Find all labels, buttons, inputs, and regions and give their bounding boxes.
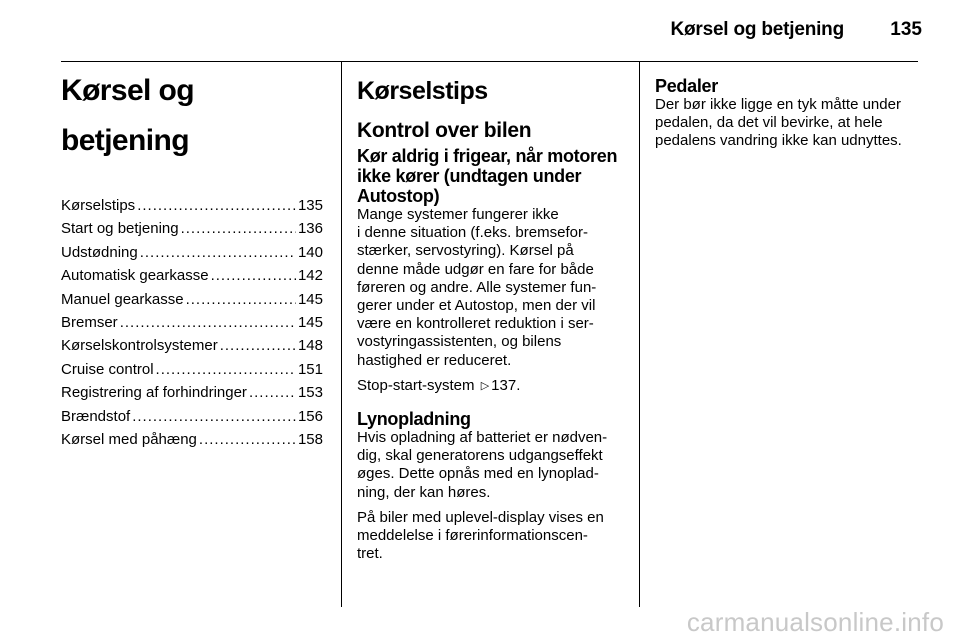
toc-entry-label: Kørselskontrolsystemer [61,337,218,355]
toc-entry-label: Bremser [61,313,118,331]
toc-leader-dots [186,288,296,311]
toc-leader-dots [220,334,296,357]
toc-entry-page: 145 [297,313,323,331]
subsection-title: Kontrol over bilen [357,119,532,142]
toc-entry[interactable] [61,311,323,334]
text-line: stærker, servostyring). Kørsel på [357,242,574,260]
uplevel-display-paragraph [357,509,623,564]
toc-column [61,66,323,451]
toc-list [61,194,323,451]
toc-leader-dots [211,264,296,287]
stop-start-reference[interactable] [357,377,623,395]
toc-entry[interactable] [61,288,323,311]
text-line: Mange systemer fungerer ikke [357,206,559,223]
text-line: På biler med uplevel-display vises en [357,508,604,526]
text-line: denne måde udgør en fare for både [357,260,594,278]
text-line: øges. Dette opnås med en lynoplad- [357,465,599,483]
column-divider-left [341,62,342,607]
toc-entry[interactable] [61,194,323,217]
toc-leader-dots [199,428,296,451]
pedals-column [655,66,923,151]
toc-entry-label: Kørselstips [61,197,136,214]
toc-entry-label: Brændstof [61,407,131,425]
pedals-paragraph [655,96,923,151]
pedals-heading: Pedaler [655,76,718,96]
text-line: Der bør ikke ligge en tyk måtte under [655,96,901,113]
driving-tips-column [357,66,623,563]
toc-entry-label: Start og betjening [61,220,179,238]
toc-leader-dots [120,311,296,334]
text-line: være en kontrolleret reduktion i ser- [357,315,594,333]
toc-entry-page: 148 [297,337,323,355]
text-line: meddelelse i førerinformationscen- [357,527,588,545]
header-divider [61,61,918,62]
toc-entry[interactable] [61,405,323,428]
toc-entry[interactable] [61,381,323,404]
text-line: vostyringassistenten, og bilens [357,333,562,351]
toc-leader-dots [140,241,296,264]
toc-entry[interactable] [61,264,323,287]
page-number: 135 [890,19,922,40]
text-line: ning, der kan høres. [357,483,491,501]
text-line: i denne situation (f.eks. bremsefor- [357,224,588,242]
toc-entry[interactable] [61,217,323,240]
toc-entry-label: Automatisk gearkasse [61,267,209,285]
toc-entry-label: Kørsel med påhæng [61,430,197,448]
text-line: dig, skal generatorens udgangseffekt [357,447,603,465]
toc-entry-page: 142 [297,267,323,285]
toc-entry-page: 158 [297,430,323,448]
toc-entry[interactable] [61,428,323,451]
toc-entry-page: 140 [297,243,323,261]
toc-entry-label: Manuel gearkasse [61,290,184,308]
warning-paragraph [357,206,623,370]
toc-entry[interactable] [61,358,323,381]
text-line: føreren og andre. Alle systemer fun- [357,278,597,296]
toc-entry-page: 151 [297,360,323,378]
toc-entry-label: Cruise control [61,360,154,378]
column-divider-right [639,62,640,607]
reference-label: Stop-start-system [357,376,475,394]
text-line: gerer under et Autostop, men der vil [357,297,596,315]
toc-leader-dots [249,381,296,404]
text-line: pedalen, da det vil bevirke, at hele [655,114,883,132]
section-title: Kørselstips [357,77,488,105]
lynopladning-heading: Lynopladning [357,409,471,430]
toc-entry-page: 135 [297,197,323,214]
warning-heading: Kør aldrig i frigear, når motoren ikke kører (undtagen under Autostop) [357,146,618,206]
text-line: Hvis opladning af batteriet er nødven- [357,429,608,447]
reference-page: 137. [491,376,521,394]
toc-entry-page: 136 [297,220,323,238]
running-header-title: Kørsel og betjening [670,19,844,40]
toc-leader-dots [137,194,296,217]
watermark: carmanualsonline.info [686,607,944,637]
text-line: tret. [357,545,383,563]
toc-leader-dots [132,405,296,428]
toc-entry-label: Udstødning [61,243,138,261]
toc-entry-label: Registrering af forhindringer [61,384,247,402]
text-line: hastighed er reduceret. [357,351,512,369]
toc-entry-page: 153 [297,384,323,402]
toc-entry[interactable] [61,334,323,357]
lynopladning-paragraph [357,429,623,502]
triangle-arrow-right-icon: ▷ [480,379,490,392]
chapter-title: Kørsel og betjening [61,74,194,157]
toc-entry-page: 156 [297,407,323,425]
toc-leader-dots [156,358,296,381]
toc-entry-page: 145 [297,290,323,308]
toc-entry[interactable] [61,241,323,264]
toc-leader-dots [181,217,296,240]
text-line: pedalens vandring ikke kan udnyttes. [655,132,902,150]
